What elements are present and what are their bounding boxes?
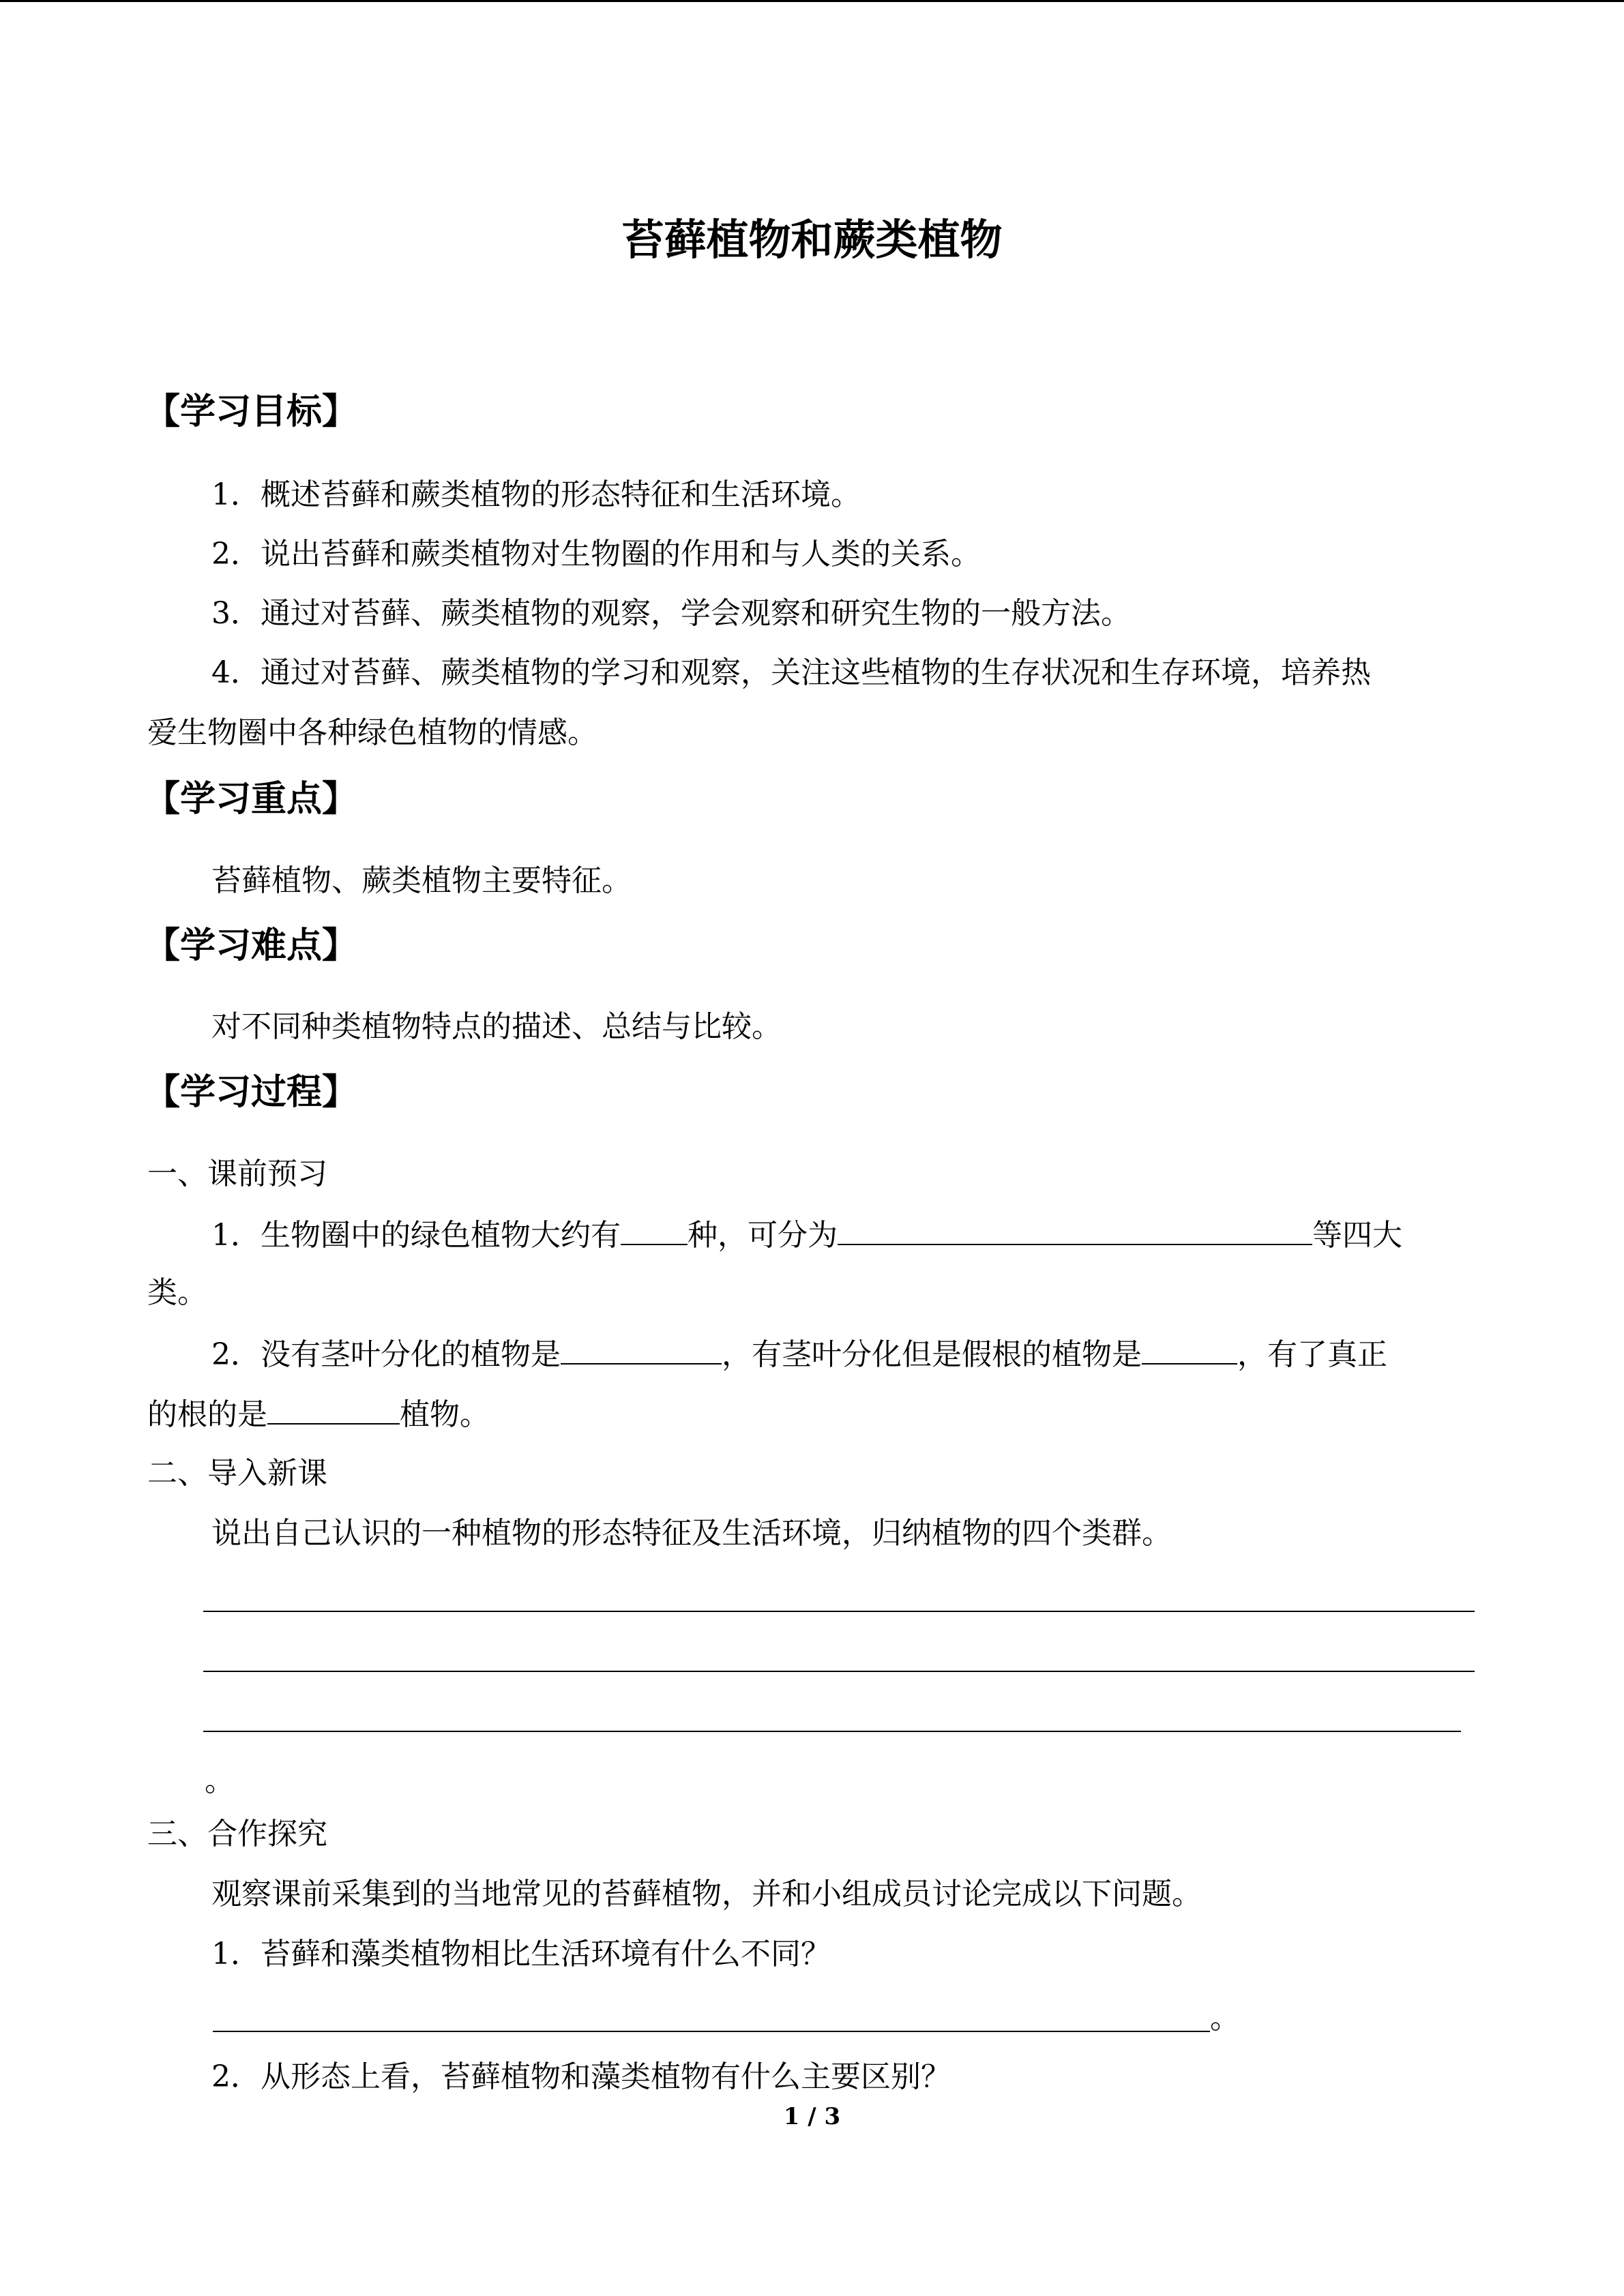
page-number: 1 / 3 — [783, 2103, 841, 2130]
part1-question-2: 2．没有茎叶分化的植物是 ，有茎叶分化但是假根的植物是 ，有了真正 — [211, 1333, 1387, 1375]
difficulties-text: 对不同种类植物特点的描述、总结与比较。 — [211, 1009, 782, 1044]
heading-key-points: 【学习重点】 — [145, 779, 358, 820]
objective-item: 1．概述苔藓和蕨类植物的形态特征和生活环境。 — [211, 477, 861, 512]
answer-line[interactable] — [203, 1611, 1475, 1612]
part3-question-1: 1．苔藓和藻类植物相比生活环境有什么不同？ — [211, 1937, 831, 1971]
end-mark: 。 — [1210, 2001, 1240, 2036]
part1-question-1: 1．生物圈中的绿色植物大约有 种，可分为 等四大 — [211, 1214, 1402, 1256]
answer-line[interactable] — [203, 1671, 1475, 1672]
answer-blank[interactable] — [838, 1214, 1312, 1245]
end-mark: 。 — [205, 1763, 235, 1798]
answer-line[interactable] — [213, 2031, 1210, 2032]
answer-blank[interactable] — [1142, 1333, 1237, 1365]
answer-blank[interactable] — [561, 1333, 722, 1365]
part3-question-2: 2．从形态上看，苔藓植物和藻类植物有什么主要区别？ — [211, 2059, 951, 2094]
part3-intro: 观察课前采集到的当地常见的苔藓植物，并和小组成员讨论完成以下问题。 — [211, 1877, 1202, 1911]
page-title: 苔藓植物和蕨类植物 — [621, 215, 1003, 265]
answer-blank[interactable] — [621, 1214, 688, 1245]
part1-question-2-cont: 的根的是 植物。 — [147, 1393, 490, 1435]
heading-objectives: 【学习目标】 — [145, 391, 358, 432]
objective-item: 3．通过对苔藓、蕨类植物的观察，学会观察和研究生物的一般方法。 — [211, 596, 1131, 631]
top-border — [0, 0, 1624, 2]
part2-prompt: 说出自己认识的一种植物的形态特征及生活环境，归纳植物的四个类群。 — [211, 1516, 1172, 1551]
part2-title: 二、导入新课 — [147, 1456, 327, 1491]
key-points-text: 苔藓植物、蕨类植物主要特征。 — [211, 863, 632, 898]
part1-title: 一、课前预习 — [147, 1157, 327, 1191]
objective-item: 爱生物圈中各种绿色植物的情感。 — [147, 715, 597, 750]
part3-title: 三、合作探究 — [147, 1817, 327, 1851]
answer-blank[interactable] — [267, 1393, 400, 1425]
heading-difficulties: 【学习难点】 — [145, 925, 358, 966]
objective-item: 2．说出苔藓和蕨类植物对生物圈的作用和与人类的关系。 — [211, 537, 981, 571]
part1-question-1-cont: 类。 — [147, 1275, 207, 1310]
objective-item: 4．通过对苔藓、蕨类植物的学习和观察，关注这些植物的生存状况和生存环境，培养热 — [211, 655, 1371, 690]
answer-line[interactable] — [203, 1731, 1461, 1732]
heading-process: 【学习过程】 — [145, 1072, 358, 1113]
